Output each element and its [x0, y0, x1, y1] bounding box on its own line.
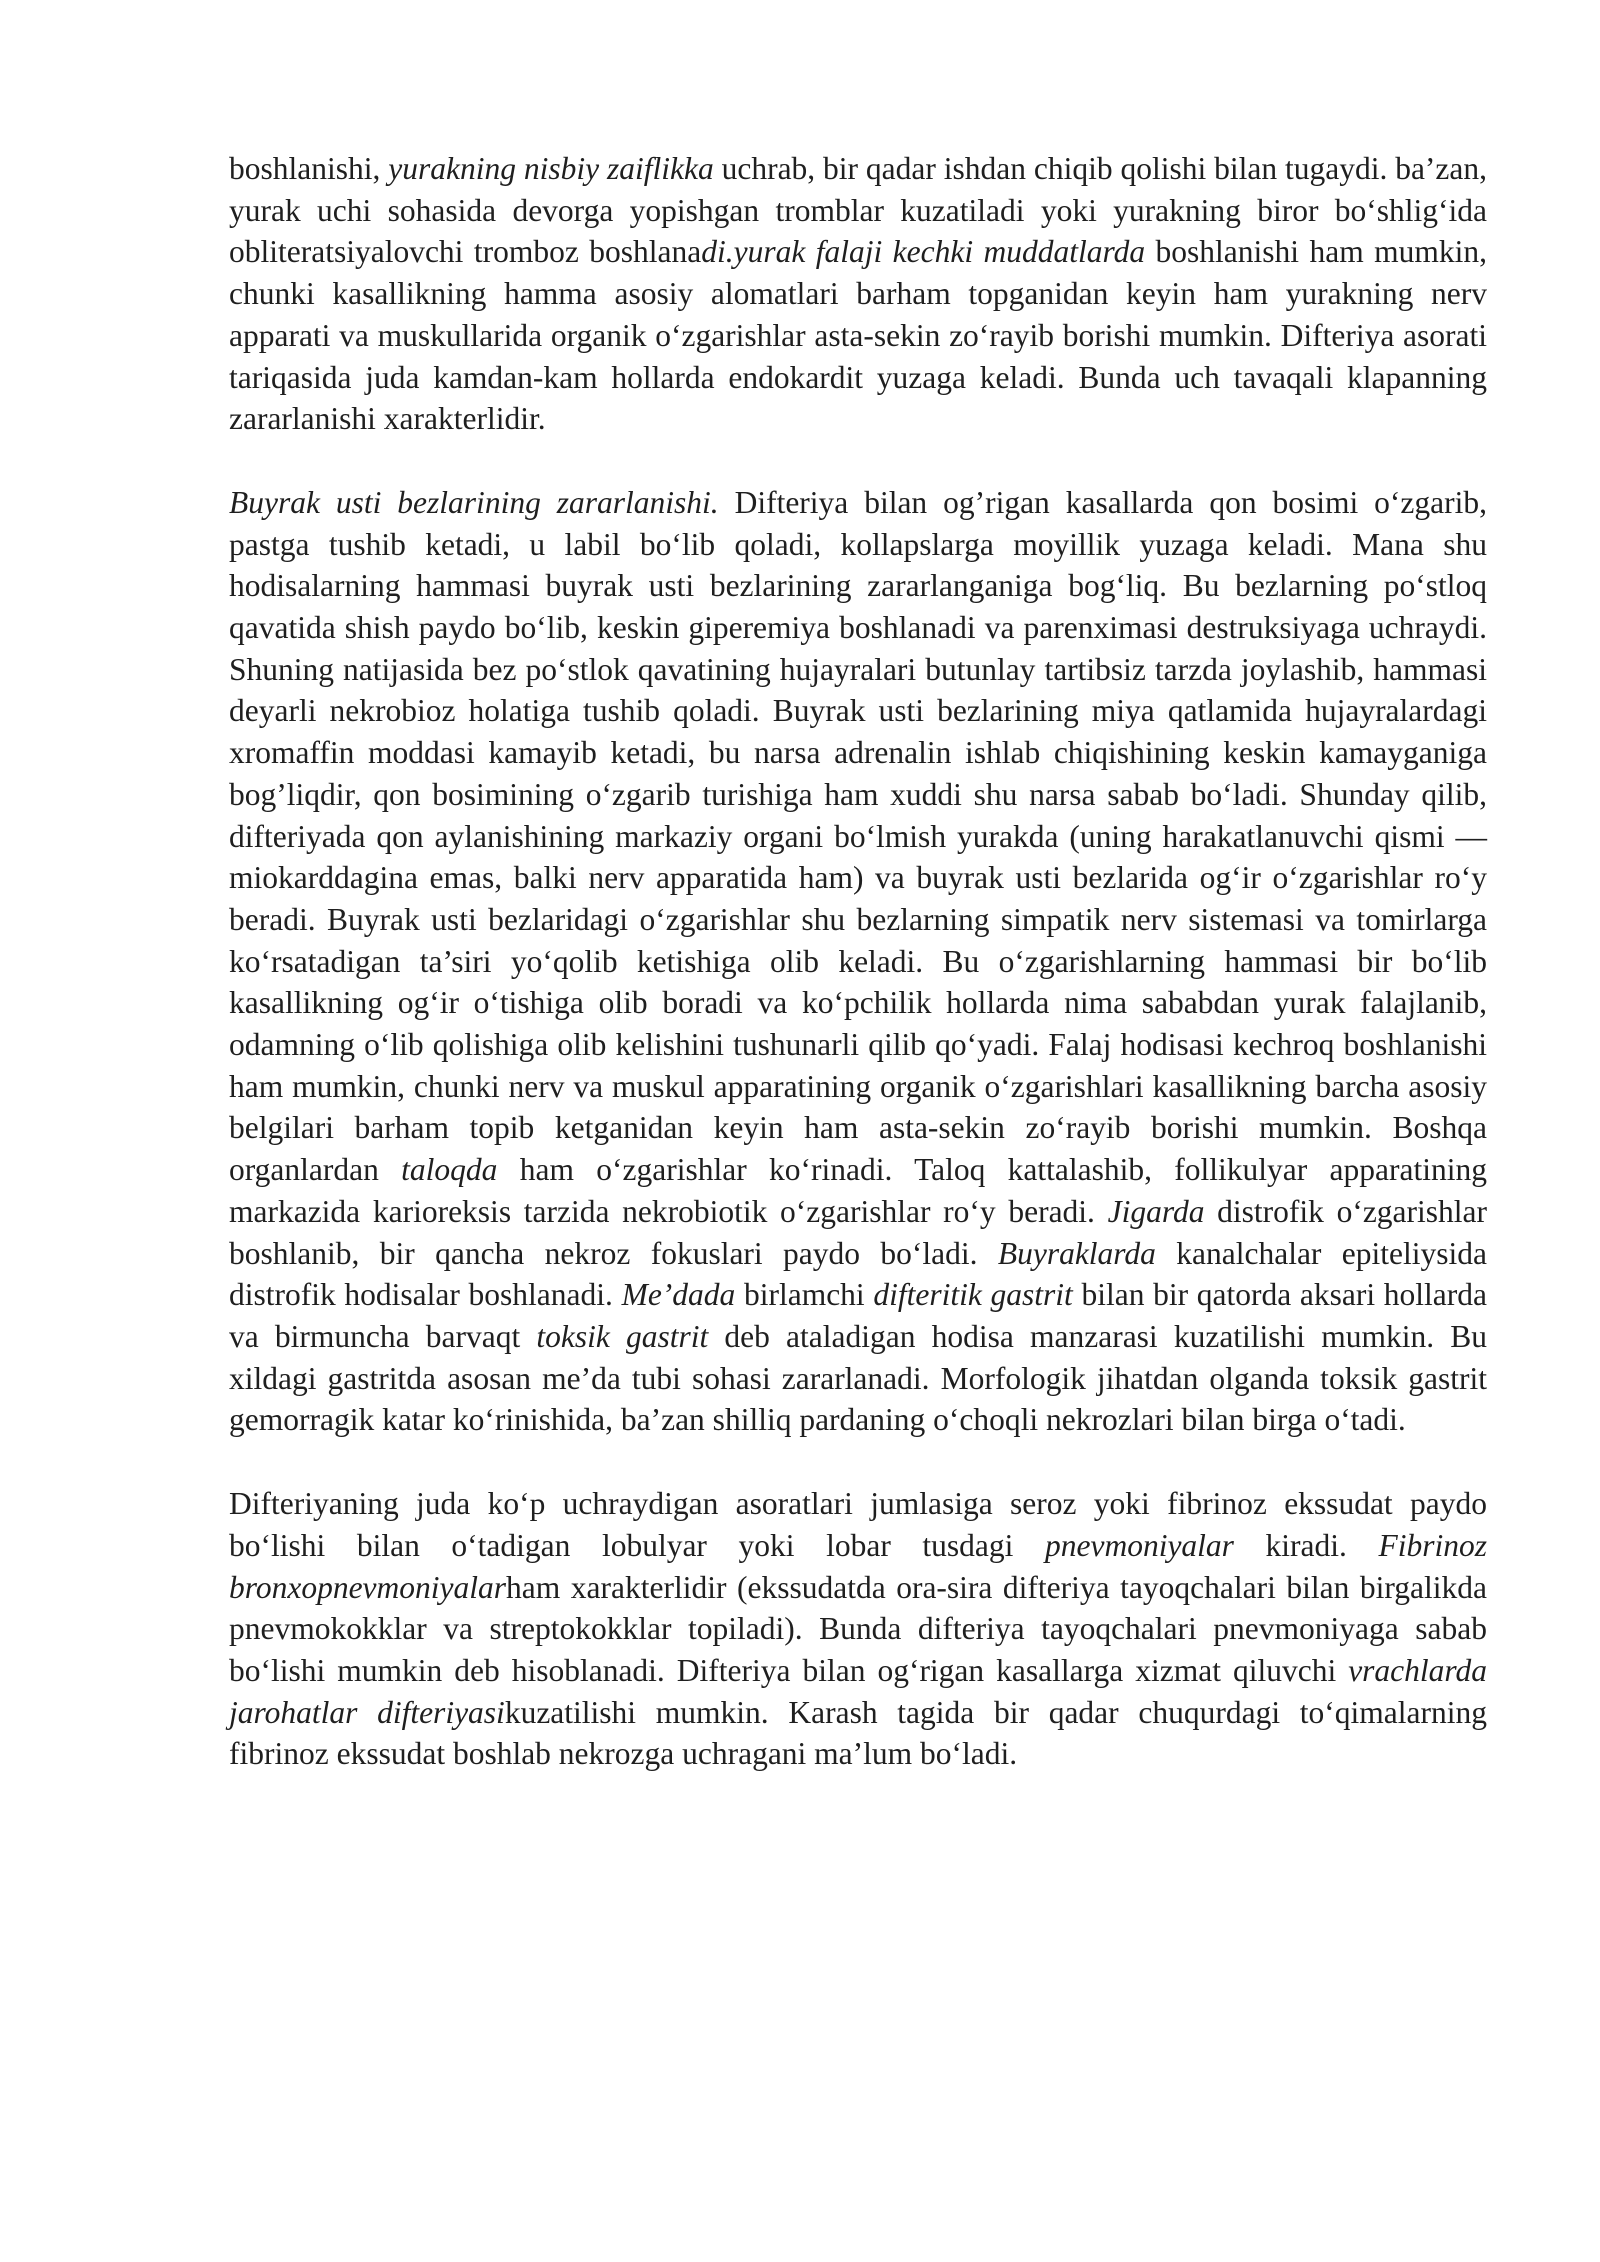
italic-term: taloqda [401, 1152, 498, 1188]
text-run: Difteriyaning juda ko‘p uchraydigan asoratlari jumlasiga seroz yoki fibrinoz ekssudat paydo bo‘lishi bilan o‘tadigan lobulyar yoki lobar tusdagi [229, 1486, 1487, 1563]
italic-term: vrachlarda jarohatlar difteriyasi [229, 1652, 1487, 1730]
italic-term: Buyraklarda [997, 1235, 1156, 1271]
paragraph-heart [229, 148, 1487, 440]
text-run: kiradi. [1233, 1527, 1379, 1563]
italic-term: yurakning nisbiy zaiflikka [388, 151, 714, 186]
italic-term: pnevmoniyalar [1044, 1527, 1234, 1563]
text-run: deb ataladigan hodisa manzarasi kuzatilishi mumkin. Bu xildagi gastritda asosan me’da tubi sohasi zararlanadi. Morfologik jihatdan olganda toksik gastrit gemorragik katar ko‘rinishida, ba’zan shilliq pardaning o‘choqli nekrozlari bilan birga o‘tadi. [229, 1318, 1488, 1438]
paragraph-adrenal [229, 482, 1487, 1441]
text-run: Difteriya bilan og’rigan kasallarda qon bosimi o‘zgarib, pastga tushib ketadi, u labil bo‘lib qoladi, kollapslarga moyillik yuzaga keladi. Mana shu hodisalarning hammasi buyrak usti bezlarining zararlanganiga bog‘liq. Bu bezlarning po‘stloq qavatida shish paydo bo‘lib, keskin giperemiya boshlanadi va parenximasi destruksiyaga uchraydi. Shuning natijasida bez po‘stlok qavatining hujayralari butunlay tartibsiz tarzda joylashib, hammasi deyarli nekrobioz holatiga tushib qoladi. Buyrak usti bezlarining miya qatlamida hujayralardagi xromaffin moddasi kamayib ketadi, bu narsa adrenalin ishlab chiqishining keskin kamayganiga bog’liqdir, qon bosimining o‘zgarib turishiga ham xuddi shu narsa sabab bo‘ladi. Shunday qilib, difteriyada qon aylanishining markaziy organi bo‘lmish yurakda (uning harakatlanuvchi qismi — miokarddagina emas, balki nerv apparatida ham) va buyrak usti bezlarida og‘ir o‘zgarishlar ro‘y beradi. Buyrak usti bezlaridagi o‘zgarishlar shu bezlarning simpatik nerv sistemasi va tomirlarga ko‘rsatadigan ta’siri yo‘qolib ketishiga olib keladi. Bu o‘zgarishlarning hammasi bir bo‘lib kasallikning og‘ir o‘tishiga olib boradi va ko‘pchilik hollarda nima sababdan yurak falajlanib, odamning o‘lib qolishiga olib kelishini tushunarli qilib qo‘yadi. Falaj hodisasi kechroq boshlanishi ham mumkin, chunki nerv va muskul apparatining organik o‘zgarishlari kasallikning barcha asosiy belgilari barham topib ketganidan keyin ham asta-sekin zo‘rayib borishi mumkin. Boshqa organlardan [229, 484, 1487, 1188]
italic-term: Jigarda [1107, 1193, 1205, 1229]
text-run: boshlanishi ham mumkin, chunki kasallikning hamma asosiy alomatlari barham topganidan keyin ham yurakning nerv apparati va muskullarida organik o‘zgarishlar asta-sekin zo‘rayib borishi mumkin. Difteriya asorati tariqasida juda kamdan-kam hollarda endokardit yuzaga keladi. Bunda uch tavaqali klapanning zararlanishi xarakterlidir. [229, 234, 1488, 437]
italic-term: Fibrinoz bronxopnevmoniyalar [229, 1527, 1487, 1605]
paragraph-complications [229, 1483, 1487, 1775]
text-run: kanalchalar epiteliysida distrofik hodisalar boshlanadi. [229, 1235, 1487, 1313]
italic-term: toksik gastrit [536, 1318, 709, 1354]
section-heading: Buyrak usti bezlarining zararlanishi. [229, 484, 719, 520]
italic-term: di.yurak falaji kechki muddatlarda [701, 234, 1146, 270]
text-run: distrofik o‘zgarishlar boshlanib, bir qancha nekroz fokuslari paydo bo‘ladi. [229, 1193, 1488, 1271]
text-run: boshlanishi, [229, 151, 389, 186]
text-run: birlamchi [735, 1277, 874, 1313]
text-run: uchrab, bir qadar ishdan chiqib qolishi bilan tugaydi. ba’zan, yurak uchi sohasida devorga yopishgan tromblar kuzatiladi yoki yurakning biror bo‘shlig‘ida obliteratsiyalovchi tromboz boshlana [229, 151, 1488, 270]
text-run: bilan bir qatorda aksari hollarda va birmuncha barvaqt [229, 1277, 1487, 1354]
italic-term: Me’dada [621, 1277, 736, 1313]
text-run: ham xarakterlidir (ekssudatda ora-sira difteriya tayoqchalari bilan birgalikda pnevmokokklar va streptokokklar topiladi). Bunda difteriya tayoqchalari pnevmoniyaga sabab bo‘lishi mumkin deb hisoblanadi. Difteriya bilan og‘rigan kasallarga xizmat qiluvchi [229, 1569, 1487, 1688]
text-run: kuzatilishi mumkin. Karash tagida bir qadar chuqurdagi to‘qimalarning fibrinoz ekssudat boshlab nekrozga uchragani ma’lum bo‘ladi. [229, 1694, 1487, 1772]
italic-term: difteritik gastrit [873, 1277, 1073, 1313]
document-page [229, 148, 1487, 1775]
text-run: ham o‘zgarishlar ko‘rinadi. Taloq kattalashib, follikulyar apparatining markazida karioreksis tarzida nekrobiotik o‘zgarishlar ro‘y beradi. [229, 1152, 1487, 1229]
